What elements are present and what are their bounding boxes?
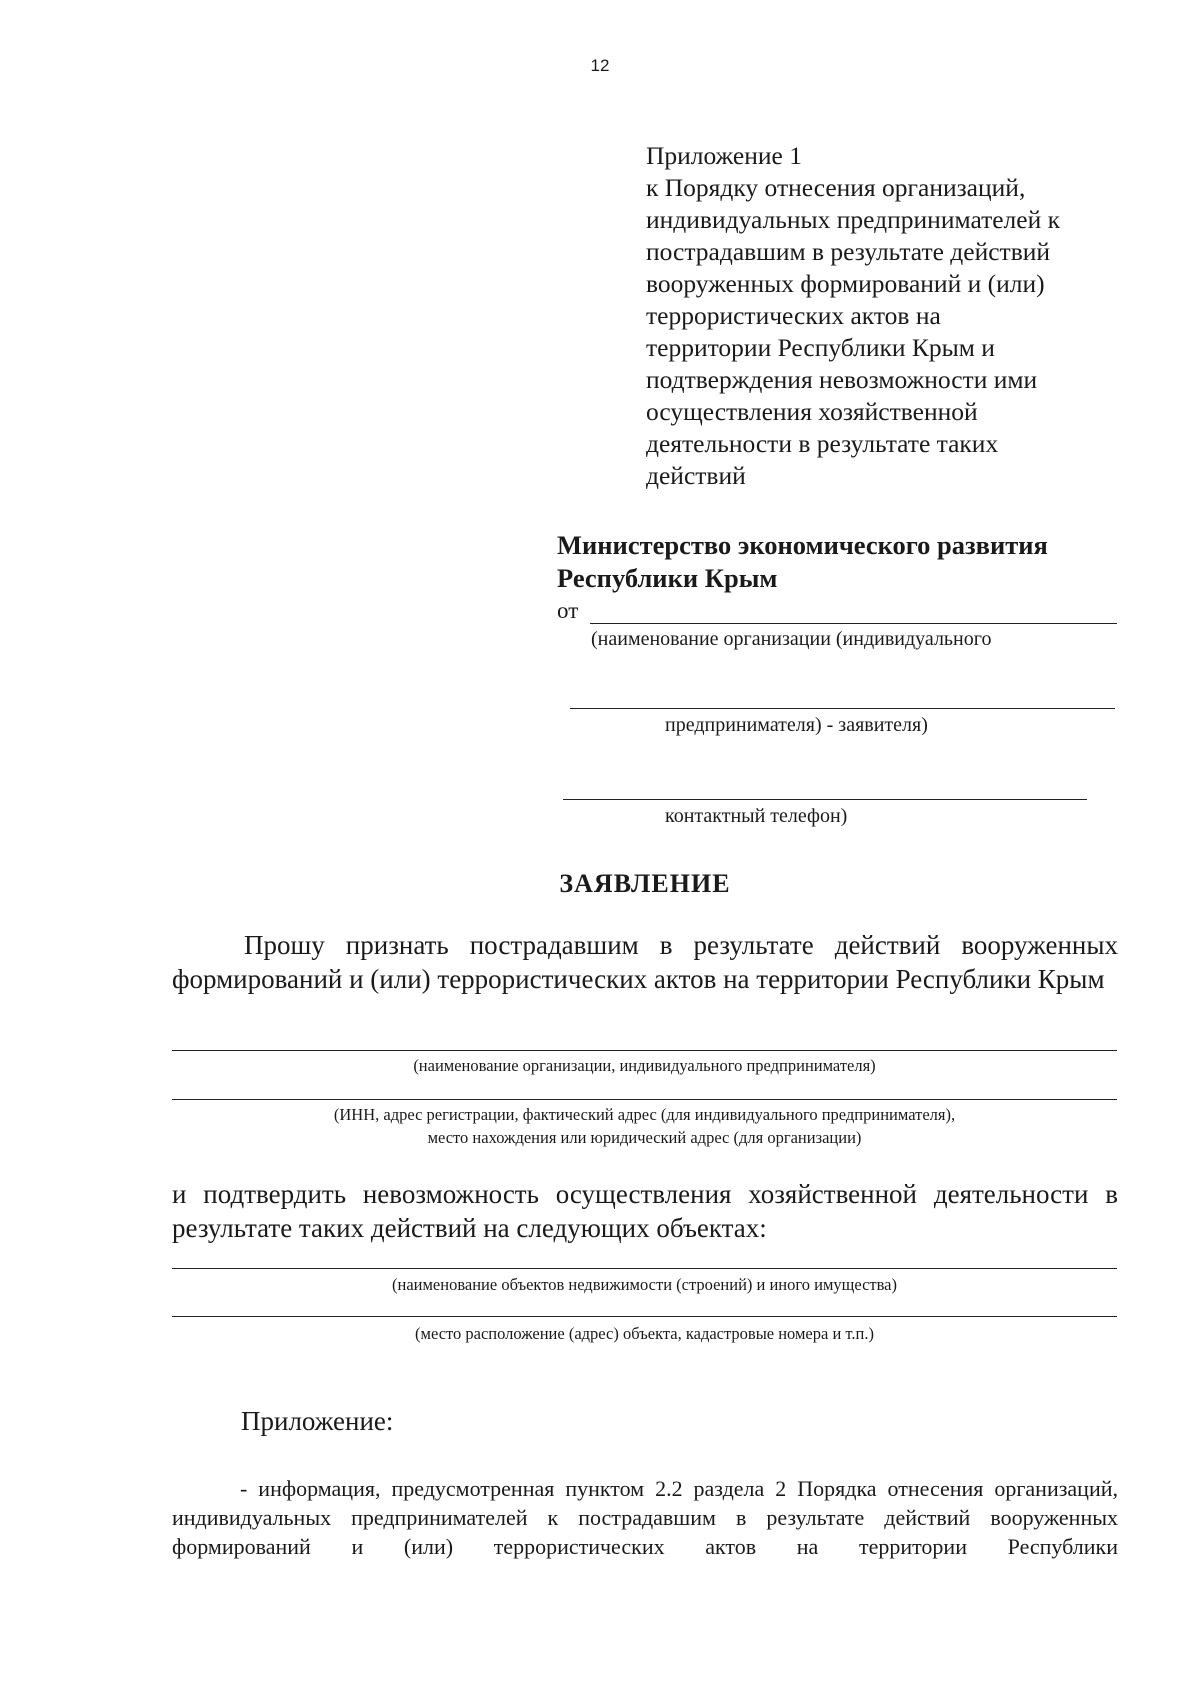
applicant-name-line <box>590 623 1117 624</box>
request-paragraph <box>172 928 1118 996</box>
attachment-title: Приложение: <box>241 1406 394 1436</box>
org-name-line <box>172 1050 1117 1051</box>
applicant-name-caption-2: предпринимателя) - заявителя) <box>665 714 928 736</box>
document-title: ЗАЯВЛЕНИЕ <box>559 869 731 898</box>
addressee-line: Республики Крым <box>557 563 778 593</box>
confirm-paragraph: и подтвердить невозможность осуществления хозяйственной деятельности в результате таких действий на следующих объектах: <box>172 1179 1118 1243</box>
inn-address-caption-2: место нахождения или юридический адрес (для организации) <box>427 1128 862 1147</box>
appendix-header-line: пострадавшим в результате действий <box>646 237 1051 266</box>
appendix-header <box>646 140 1126 492</box>
applicant-name-line-2 <box>570 708 1115 709</box>
location-caption: (место расположение (адрес) объекта, кадастровые номера и т.п.) <box>415 1324 874 1343</box>
contact-phone-line <box>563 799 1087 800</box>
appendix-header-line: вооруженных формирований и (или) <box>646 269 1045 298</box>
page-number: 12 <box>590 56 610 75</box>
appendix-header-line: действий <box>646 461 746 490</box>
inn-address-line <box>172 1099 1117 1100</box>
contact-phone-caption: контактный телефон) <box>665 805 848 827</box>
from-label: от <box>557 598 579 623</box>
objects-line <box>172 1268 1117 1269</box>
appendix-header-line: Приложение 1 <box>646 141 802 170</box>
appendix-header-line: территории Республики Крым и <box>646 333 995 362</box>
appendix-header-line: индивидуальных предпринимателей к <box>646 205 1061 234</box>
appendix-header-line: подтверждения невозможности ими <box>646 365 1038 394</box>
attachment-item <box>172 1474 1118 1561</box>
request-text: Прошу признать пострадавшим в результате действий вооруженных формирований и (или) террористических актов на территории Республики Крым <box>172 930 1118 994</box>
appendix-header-line: деятельности в результате таких <box>646 429 999 458</box>
addressee-line: Министерство экономического развития <box>557 530 1048 560</box>
addressee <box>557 529 1117 595</box>
appendix-header-line: к Порядку отнесения организаций, <box>646 173 1026 202</box>
applicant-name-caption: (наименование организации (индивидуального <box>591 628 992 650</box>
org-name-caption: (наименование организации, индивидуального предпринимателя) <box>413 1056 876 1075</box>
objects-caption: (наименование объектов недвижимости (строений) и иного имущества) <box>392 1275 897 1294</box>
attachment-item-text: - информация, предусмотренная пунктом 2.2 раздела 2 Порядка отнесения организаций, индивидуальных предпринимателей к пострадавшим в результате действий вооруженных формирований и (или) террористических актов на территории Республики <box>172 1476 1118 1559</box>
location-line <box>172 1316 1117 1317</box>
appendix-header-line: террористических актов на <box>646 301 941 330</box>
appendix-header-line: осуществления хозяйственной <box>646 397 978 426</box>
inn-address-caption: (ИНН, адрес регистрации, фактический адрес (для индивидуального предпринимателя), <box>333 1105 956 1124</box>
